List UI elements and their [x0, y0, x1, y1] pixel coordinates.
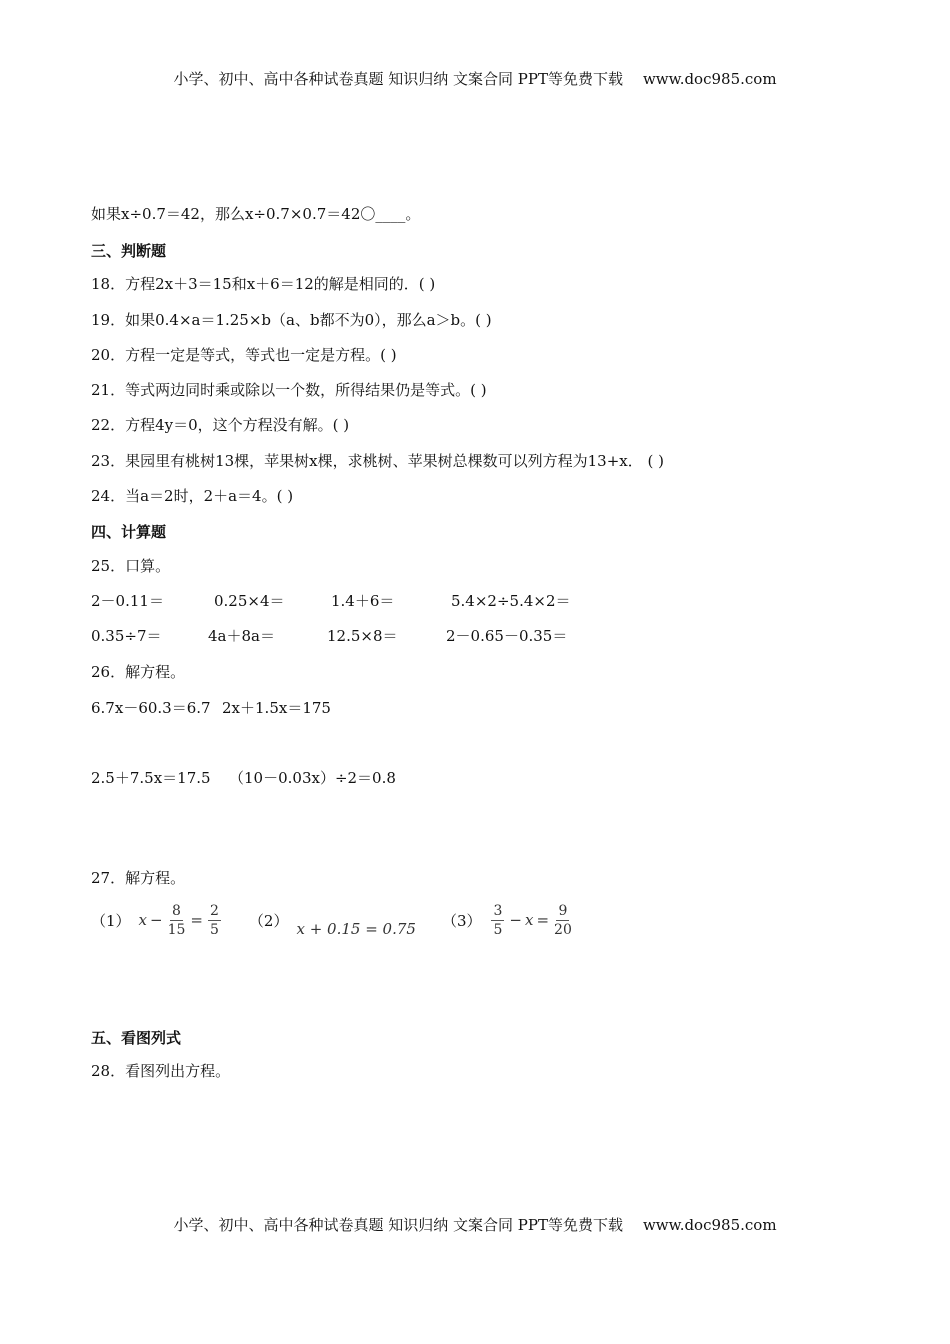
denominator: 20 [554, 921, 572, 938]
fraction-equations [91, 900, 574, 940]
eq-tag: （2） [248, 911, 289, 930]
eq-var: x [524, 911, 534, 929]
eq-var: x [138, 911, 148, 929]
section-5-title: 五、看图列式 [91, 1029, 182, 1047]
equation-item: 2x＋1.5x＝175 [222, 699, 331, 717]
page-header [0, 68, 950, 89]
footer-text: 小学、初中、高中各种试卷真题 知识归纳 文案合同 PPT等免费下载 [173, 1216, 623, 1234]
question-28-label: 28．看图列出方程。 [91, 1062, 231, 1080]
question-25-label: 25．口算。 [91, 557, 171, 575]
header-text: 小学、初中、高中各种试卷真题 知识归纳 文案合同 PPT等免费下载 [173, 70, 623, 88]
fraction [168, 904, 186, 937]
mental-item: 2－0.11＝ [91, 592, 164, 610]
numerator: 3 [493, 902, 503, 919]
mental-item: 4a＋8a＝ [208, 627, 275, 645]
header-site[interactable]: www.doc985.com [642, 70, 777, 88]
mental-item: 0.25×4＝ [214, 592, 285, 610]
eq-equals: = [536, 911, 550, 929]
denominator: 15 [167, 921, 186, 938]
fraction [554, 904, 572, 937]
fraction [208, 904, 221, 937]
mental-item: 12.5×8＝ [327, 627, 398, 645]
question-27-label: 27．解方程。 [91, 869, 186, 887]
question-21: 21．等式两边同时乘或除以一个数，所得结果仍是等式。( ) [91, 381, 487, 399]
section-4-title: 四、计算题 [91, 523, 167, 541]
eq-expression: x + 0.15 = 0.75 [296, 920, 416, 938]
question-18: 18．方程2x＋3＝15和x＋6＝12的解是相同的．( ) [91, 275, 436, 293]
mental-item: 5.4×2÷5.4×2＝ [451, 592, 571, 610]
question-20: 20．方程一定是等式，等式也一定是方程。( ) [91, 346, 397, 364]
numerator: 2 [210, 902, 219, 919]
eq-equals: = [190, 911, 203, 929]
equation-item: 2.5＋7.5x＝17.5 [91, 769, 211, 787]
eq-op: − [509, 911, 522, 929]
page-footer [0, 1214, 950, 1235]
equation-item: 6.7x－60.3＝6.7 [91, 699, 211, 717]
eq-tag: （1） [91, 911, 131, 930]
eq-tag: （3） [441, 911, 482, 930]
mental-item: 0.35÷7＝ [91, 627, 162, 645]
denominator: 5 [493, 921, 503, 938]
mental-item: 1.4＋6＝ [331, 592, 395, 610]
section-3-title: 三、判断题 [91, 242, 167, 260]
intro-line: 如果x÷0.7＝42，那么x÷0.7×0.7＝42〇____。 [91, 205, 421, 223]
equation-item: （10－0.03x）÷2＝0.8 [229, 769, 396, 787]
fraction-eq-1 [91, 904, 223, 937]
question-22: 22．方程4y＝0，这个方程没有解。( ) [91, 416, 350, 434]
question-26-label: 26．解方程。 [91, 663, 186, 681]
question-23: 23．果园里有桃树13棵，苹果树x棵，求桃树、苹果树总棵数可以列方程为13+x． ( ) [91, 452, 664, 470]
fraction [491, 904, 504, 937]
numerator: 8 [172, 902, 181, 919]
fraction-eq-2 [248, 910, 416, 938]
numerator: 9 [558, 902, 568, 919]
denominator: 5 [210, 921, 219, 938]
mental-item: 2－0.65－0.35＝ [446, 627, 568, 645]
question-19: 19．如果0.4×a＝1.25×b（a、b都不为0），那么a＞b。( ) [91, 311, 492, 329]
fraction-eq-3 [442, 904, 574, 937]
footer-site[interactable]: www.doc985.com [642, 1216, 777, 1234]
question-24: 24．当a＝2时，2＋a＝4。( ) [91, 487, 294, 505]
eq-op: − [150, 911, 163, 929]
